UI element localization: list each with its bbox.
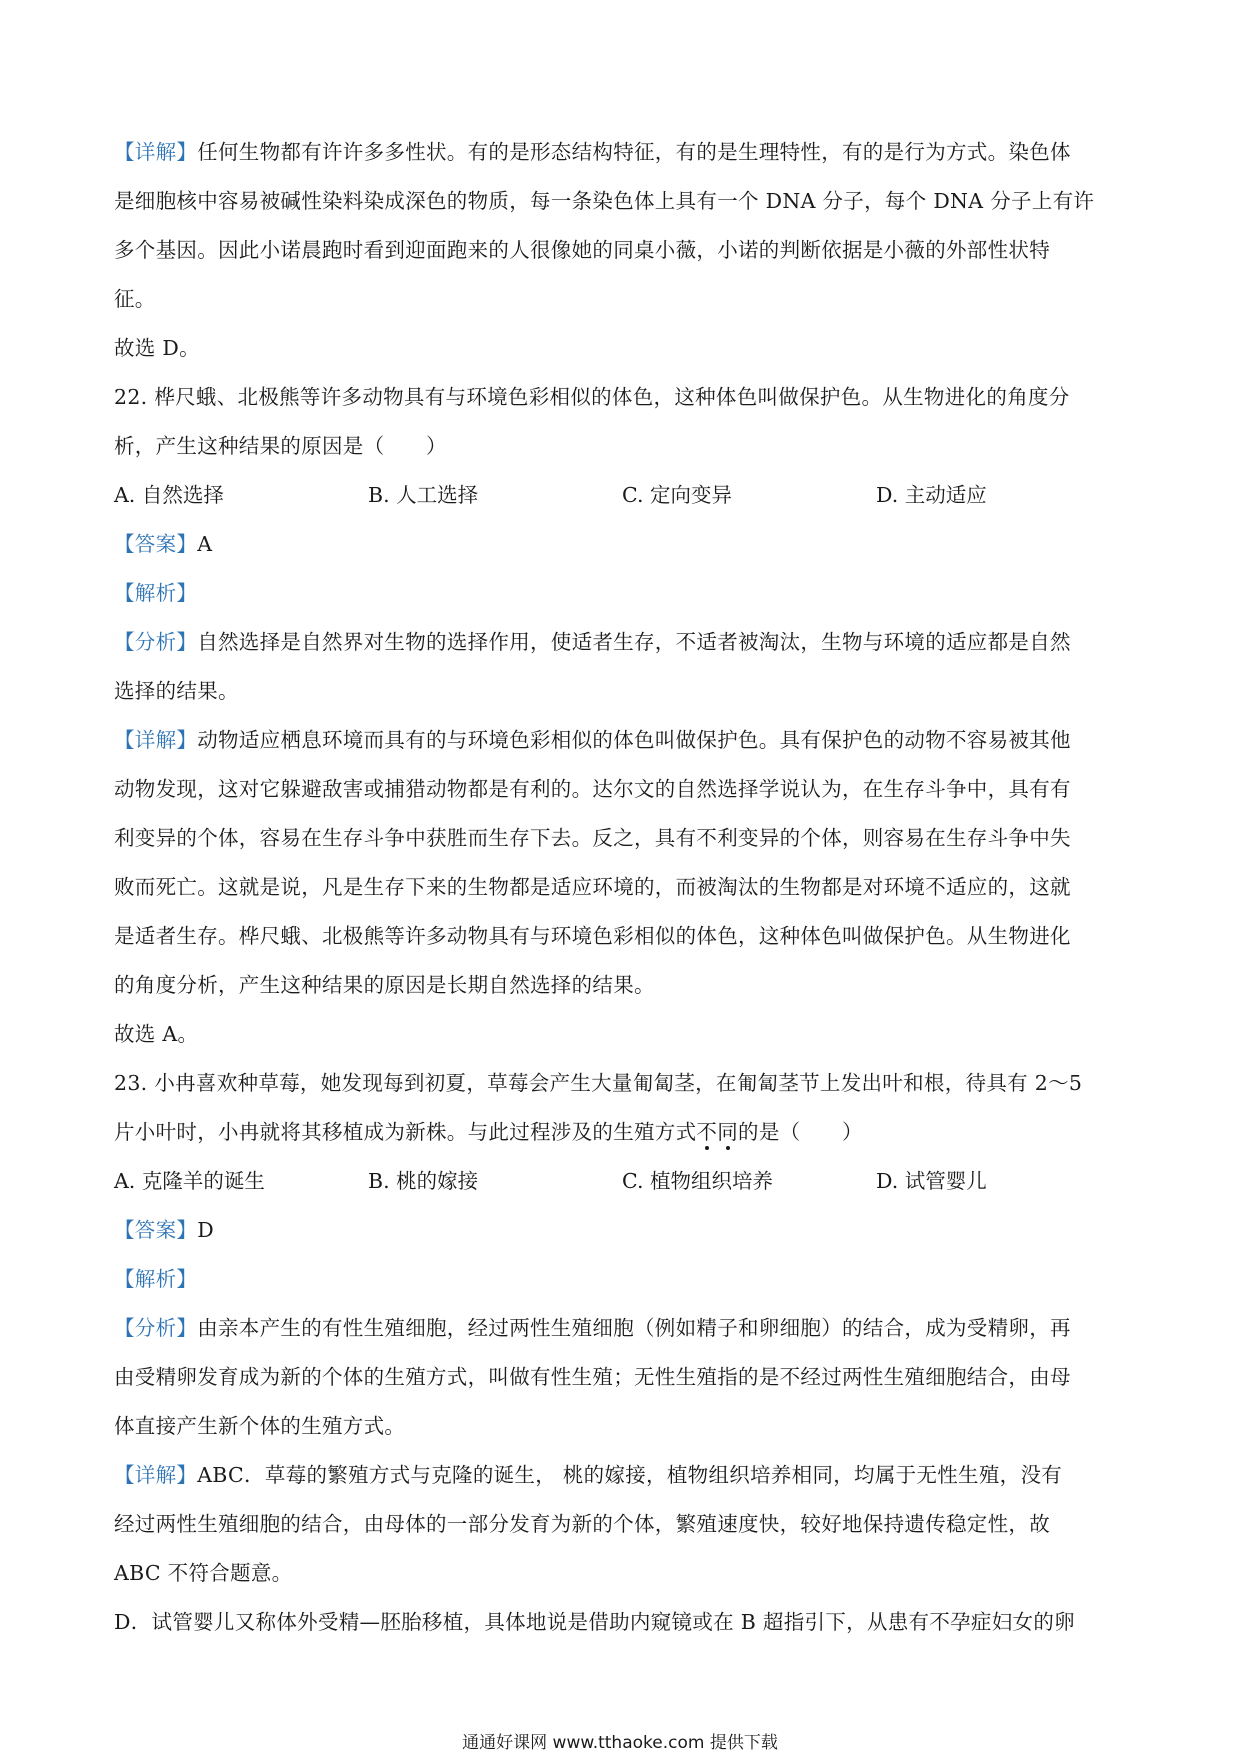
q22-option-a: A. 自然选择	[114, 483, 224, 507]
q23-detail-line-2: 经过两性生殖细胞的结合，由母体的一部分发育为新的个体，繁殖速度快，较好地保持遗传稳定性，故	[114, 1512, 1050, 1536]
q23-stem-line-2: 片小叶时，小冉就将其移植成为新株。与此过程涉及的生殖方式不同的是（ ）	[114, 1120, 863, 1144]
prev-detail-line-2: 是细胞核中容易被碱性染料染成深色的物质，每一条染色体上具有一个 DNA 分子，每个 DNA 分子上有许	[114, 189, 1095, 213]
q22-options	[114, 471, 1130, 520]
q23-stem-line-1: 23. 小冉喜欢种草莓，她发现每到初夏，草莓会产生大量匍匐茎，在匍匐茎节上发出叶和根，待具有 2～5	[114, 1071, 1083, 1095]
q22-detail-line-2: 动物发现，这对它躲避敌害或捕猎动物都是有利的。达尔文的自然选择学说认为，在生存斗争中，具有有	[114, 777, 1071, 801]
q22-detail-line-6: 的角度分析，产生这种结果的原因是长期自然选择的结果。	[114, 973, 655, 997]
q23-analysis-line-1: 【分析】由亲本产生的有性生殖细胞，经过两性生殖细胞（例如精子和卵细胞）的结合，成为受精卵，再	[114, 1316, 1071, 1340]
q23-option-b: B. 桃的嫁接	[368, 1169, 479, 1193]
q23-analysis-line-2: 由受精卵发育成为新的个体的生殖方式，叫做有性生殖；无性生殖指的是不经过两性生殖细胞结合，由母	[114, 1365, 1071, 1389]
q22-detail-line-4: 败而死亡。这就是说，凡是生存下来的生物都是适应环境的，而被淘汰的生物都是对环境不适应的，这就	[114, 875, 1071, 899]
q23-detail-line-1: 【详解】ABC．草莓的繁殖方式与克隆的诞生， 桃的嫁接，植物组织培养相同，均属于无性生殖，没有	[114, 1463, 1063, 1487]
q23-option-c: C. 植物组织培养	[622, 1169, 773, 1193]
q22-answer: 【答案】A	[114, 532, 213, 556]
analysis-tag: 【分析】	[114, 630, 198, 654]
q22-analysis-line-1: 【分析】自然选择是自然界对生物的选择作用，使适者生存，不适者被淘汰，生物与环境的适应都是自然	[114, 630, 1071, 654]
answer-tag: 【答案】	[114, 532, 198, 556]
emphasis-dot-2: 同	[717, 1120, 739, 1144]
q22-analysis-head: 【解析】	[114, 581, 198, 605]
q22-stem-line-1: 22. 桦尺蛾、北极熊等许多动物具有与环境色彩相似的体色，这种体色叫做保护色。从生物进化的角度分	[114, 385, 1070, 409]
prev-detail-line-4: 征。	[114, 287, 156, 311]
q23-options	[114, 1157, 1130, 1206]
q22-stem-line-2: 析，产生这种结果的原因是（ ）	[114, 434, 447, 458]
q22-option-d: D. 主动适应	[876, 483, 987, 507]
q22-detail-line-3: 利变异的个体，容易在生存斗争中获胜而生存下去。反之，具有不利变异的个体，则容易在生存斗争中失	[114, 826, 1071, 850]
prev-detail-line-3: 多个基因。因此小诺晨跑时看到迎面跑来的人很像她的同桌小薇，小诺的判断依据是小薇的外部性状特	[114, 238, 1050, 262]
q23-analysis-line-3: 体直接产生新个体的生殖方式。	[114, 1414, 406, 1438]
page-footer: 通通好课网 www.tthaoke.com 提供下载	[462, 1733, 778, 1753]
q23-answer: 【答案】D	[114, 1218, 214, 1242]
q22-conclusion: 故选 A。	[114, 1022, 199, 1046]
emphasis-dot-1: 不	[696, 1120, 718, 1144]
prev-conclusion: 故选 D。	[114, 336, 200, 360]
q22-option-b: B. 人工选择	[368, 483, 479, 507]
prev-detail-line-1: 【详解】任何生物都有许许多多性状。有的是形态结构特征，有的是生理特性，有的是行为方式。染色体	[114, 140, 1071, 164]
q22-detail-line-5: 是适者生存。桦尺蛾、北极熊等许多动物具有与环境色彩相似的体色，这种体色叫做保护色。从生物进化	[114, 924, 1071, 948]
detail-tag: 【详解】	[114, 140, 198, 164]
q23-option-a: A. 克隆羊的诞生	[114, 1169, 265, 1193]
q23-detail-d: D．试管婴儿又称体外受精—胚胎移植，具体地说是借助内窥镜或在 B 超指引下，从患有不孕症妇女的卵	[114, 1610, 1075, 1634]
q22-option-c: C. 定向变异	[622, 483, 732, 507]
q22-detail-line-1: 【详解】动物适应栖息环境而具有的与环境色彩相似的体色叫做保护色。具有保护色的动物不容易被其他	[114, 728, 1071, 752]
q23-option-d: D. 试管婴儿	[876, 1169, 987, 1193]
q23-analysis-head: 【解析】	[114, 1267, 198, 1291]
q22-analysis-line-2: 选择的结果。	[114, 679, 239, 703]
q23-detail-line-3: ABC 不符合题意。	[114, 1561, 293, 1585]
document-page	[114, 128, 1130, 1647]
